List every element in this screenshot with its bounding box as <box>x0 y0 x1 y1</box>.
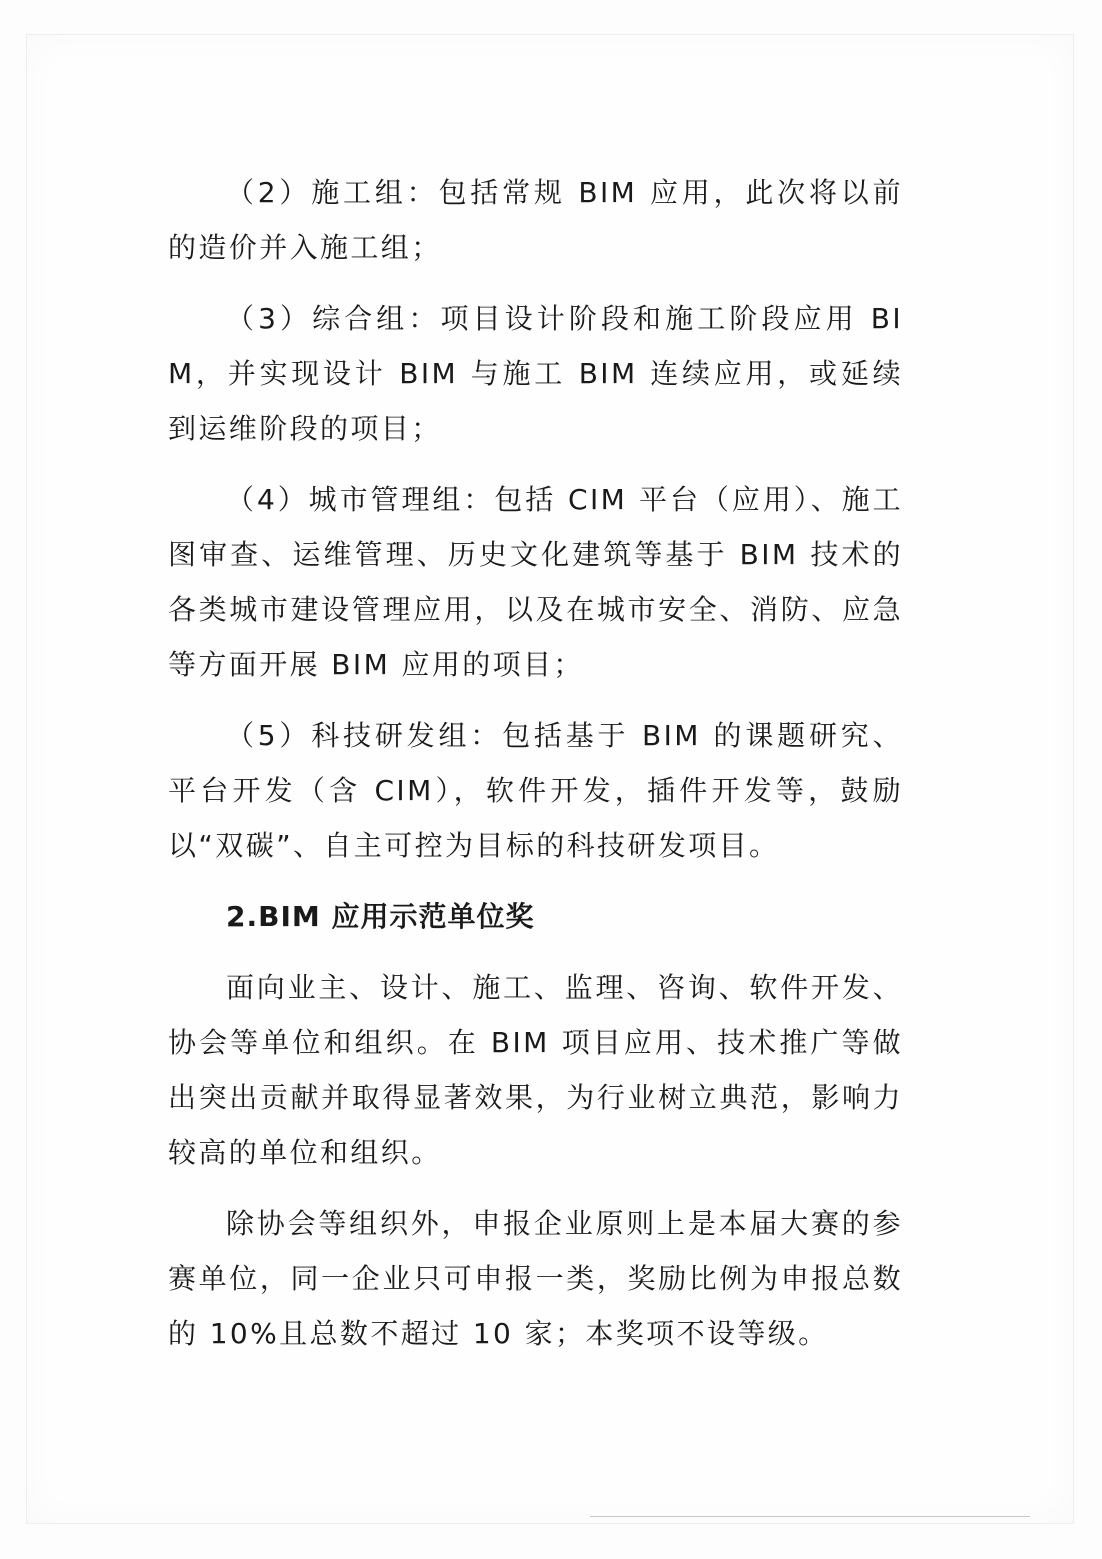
paragraph-city-management-group: （4）城市管理组：包括 CIM 平台（应用）、施工图审查、运维管理、历史文化建筑等基于 BIM 技术的各类城市建设管理应用，以及在城市安全、消防、应急等方面开展 BIM 应用的项目； <box>168 483 903 681</box>
section-heading: 2.BIM 应用示范单位奖 <box>226 900 535 933</box>
page-bottom-rule <box>590 1516 1030 1517</box>
paragraph-construction-group: （2）施工组：包括常规 BIM 应用，此次将以前的造价并入施工组； <box>168 176 903 264</box>
paragraph-rd-group: （5）科技研发组：包括基于 BIM 的课题研究、平台开发（含 CIM），软件开发，插件开发等，鼓励以“双碳”、自主可控为目标的科技研发项目。 <box>168 719 903 862</box>
paragraph-comprehensive-group: （3）综合组：项目设计阶段和施工阶段应用 BIM，并实现设计 BIM 与施工 BIM 连续应用，或延续到运维阶段的项目； <box>168 302 903 445</box>
paragraph-award-scope: 面向业主、设计、施工、监理、咨询、软件开发、协会等单位和组织。在 BIM 项目应用、技术推广等做出突出贡献并取得显著效果，为行业树立典范，影响力较高的单位和组织。 <box>168 971 903 1169</box>
paragraph-award-rules: 除协会等组织外，申报企业原则上是本届大赛的参赛单位，同一企业只可申报一类，奖励比例为申报总数的 10%且总数不超过 10 家；本奖项不设等级。 <box>168 1207 903 1350</box>
document-body <box>168 165 903 1361</box>
